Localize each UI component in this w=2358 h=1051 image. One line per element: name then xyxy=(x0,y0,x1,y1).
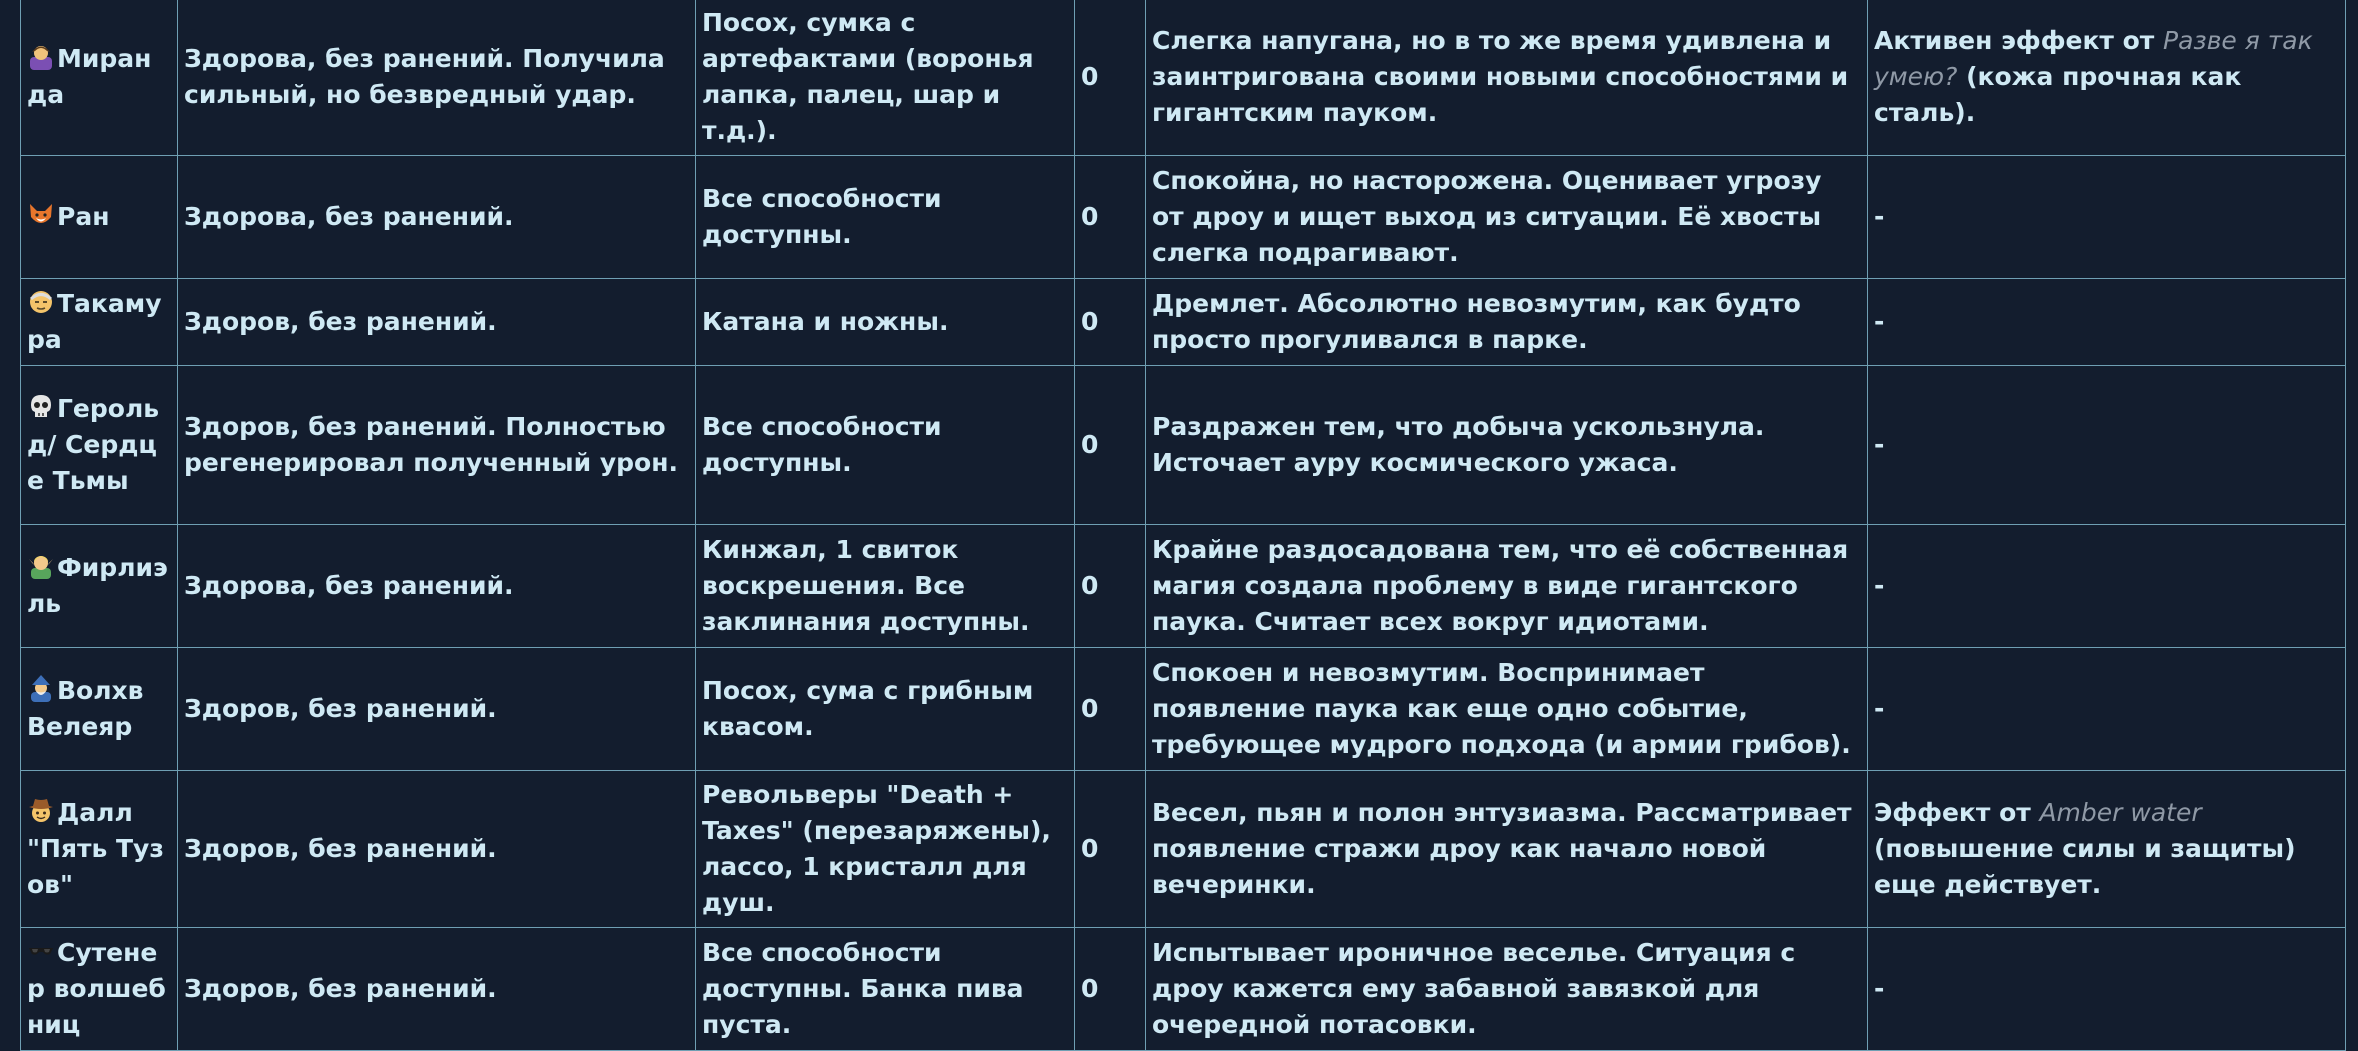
inventory-cell: Все способности доступны. xyxy=(696,156,1075,279)
table-row xyxy=(21,279,2346,366)
mage-emoji-icon xyxy=(27,675,55,703)
table-row xyxy=(21,525,2346,648)
health-cell: Здоров, без ранений. xyxy=(178,771,696,928)
table-row xyxy=(21,366,2346,525)
effect-reference: Amber water xyxy=(2039,798,2202,827)
character-name-cell xyxy=(21,279,178,366)
character-name-cell xyxy=(21,525,178,648)
character-name-cell xyxy=(21,156,178,279)
status-table-container xyxy=(20,0,2345,1051)
effect-reference: Разве я так умею? xyxy=(1874,26,2313,91)
sunglasses-emoji-icon xyxy=(27,937,55,965)
count-cell: 0 xyxy=(1075,366,1146,525)
character-name: Фирлиэль xyxy=(27,553,168,618)
count-cell: 0 xyxy=(1075,0,1146,156)
mood-cell: Раздражен тем, что добыча ускользнула. Источает ауру космического ужаса. xyxy=(1146,366,1868,525)
count-cell: 0 xyxy=(1075,928,1146,1051)
effects-cell xyxy=(1868,771,2346,928)
sorceress-emoji-icon xyxy=(27,43,55,71)
effects-cell: - xyxy=(1868,648,2346,771)
count-cell: 0 xyxy=(1075,156,1146,279)
character-name: Далл "Пять Тузов" xyxy=(27,798,164,899)
health-cell: Здорова, без ранений. Получила сильный, но безвредный удар. xyxy=(178,0,696,156)
effects-cell: - xyxy=(1868,366,2346,525)
character-name-cell xyxy=(21,0,178,156)
effects-cell xyxy=(1868,0,2346,156)
count-cell: 0 xyxy=(1075,525,1146,648)
table-row xyxy=(21,156,2346,279)
mood-cell: Крайне раздосадована тем, что её собственная магия создала проблему в виде гигантского паука. Считает всех вокруг идиотами. xyxy=(1146,525,1868,648)
character-name: Миранда xyxy=(27,44,152,109)
cowboy-emoji-icon xyxy=(27,797,55,825)
effects-cell: - xyxy=(1868,156,2346,279)
health-cell: Здоров, без ранений. xyxy=(178,648,696,771)
mood-cell: Спокойна, но насторожена. Оценивает угрозу от дроу и ищет выход из ситуации. Её хвосты слегка подрагивают. xyxy=(1146,156,1868,279)
health-cell: Здорова, без ранений. xyxy=(178,525,696,648)
health-cell: Здоров, без ранений. xyxy=(178,279,696,366)
effects-cell: - xyxy=(1868,279,2346,366)
health-cell: Здорова, без ранений. xyxy=(178,156,696,279)
effects-cell: - xyxy=(1868,928,2346,1051)
character-status-table xyxy=(20,0,2346,1051)
mood-cell: Испытывает ироничное веселье. Ситуация с дроу кажется ему забавной завязкой для очередной потасовки. xyxy=(1146,928,1868,1051)
table-row xyxy=(21,771,2346,928)
table-row xyxy=(21,648,2346,771)
table-row xyxy=(21,0,2346,156)
character-name-cell xyxy=(21,366,178,525)
old-man-emoji-icon xyxy=(27,288,55,316)
health-cell: Здоров, без ранений. Полностью регенерировал полученный урон. xyxy=(178,366,696,525)
inventory-cell: Все способности доступны. Банка пива пуста. xyxy=(696,928,1075,1051)
skull-emoji-icon xyxy=(27,393,55,421)
health-cell: Здоров, без ранений. xyxy=(178,928,696,1051)
count-cell: 0 xyxy=(1075,771,1146,928)
fox-emoji-icon xyxy=(27,201,55,229)
effects-suffix: (повышение силы и защиты) еще действует. xyxy=(1874,834,2296,899)
count-cell: 0 xyxy=(1075,648,1146,771)
inventory-cell: Посох, сума с грибным квасом. xyxy=(696,648,1075,771)
effects-cell: - xyxy=(1868,525,2346,648)
effects-suffix: (кожа прочная как сталь). xyxy=(1874,62,2242,127)
character-name: Герольд/ Сердце Тьмы xyxy=(27,394,160,495)
effects-prefix: Эффект от xyxy=(1874,798,2040,827)
character-name-cell xyxy=(21,928,178,1051)
mood-cell: Дремлет. Абсолютно невозмутим, как будто просто прогуливался в парке. xyxy=(1146,279,1868,366)
character-name: Сутенер волшебниц xyxy=(27,938,166,1039)
character-name: Ран xyxy=(57,202,110,231)
character-name: Такамура xyxy=(27,289,162,354)
mood-cell: Спокоен и невозмутим. Воспринимает появление паука как еще одно событие, требующее мудрого подхода (и армии грибов). xyxy=(1146,648,1868,771)
effects-prefix: Активен эффект от xyxy=(1874,26,2163,55)
count-cell: 0 xyxy=(1075,279,1146,366)
character-name: Волхв Велеяр xyxy=(27,676,144,741)
inventory-cell: Все способности доступны. xyxy=(696,366,1075,525)
inventory-cell: Кинжал, 1 свиток воскрешения. Все заклинания доступны. xyxy=(696,525,1075,648)
character-name-cell xyxy=(21,648,178,771)
elf-emoji-icon xyxy=(27,552,55,580)
mood-cell: Слегка напугана, но в то же время удивлена и заинтригована своими новыми способностями и гигантским пауком. xyxy=(1146,0,1868,156)
inventory-cell: Катана и ножны. xyxy=(696,279,1075,366)
mood-cell: Весел, пьян и полон энтузиазма. Рассматривает появление стражи дроу как начало новой вечеринки. xyxy=(1146,771,1868,928)
table-row xyxy=(21,928,2346,1051)
inventory-cell: Револьверы "Death + Taxes" (перезаряжены), лассо, 1 кристалл для душ. xyxy=(696,771,1075,928)
character-name-cell xyxy=(21,771,178,928)
inventory-cell: Посох, сумка с артефактами (воронья лапка, палец, шар и т.д.). xyxy=(696,0,1075,156)
